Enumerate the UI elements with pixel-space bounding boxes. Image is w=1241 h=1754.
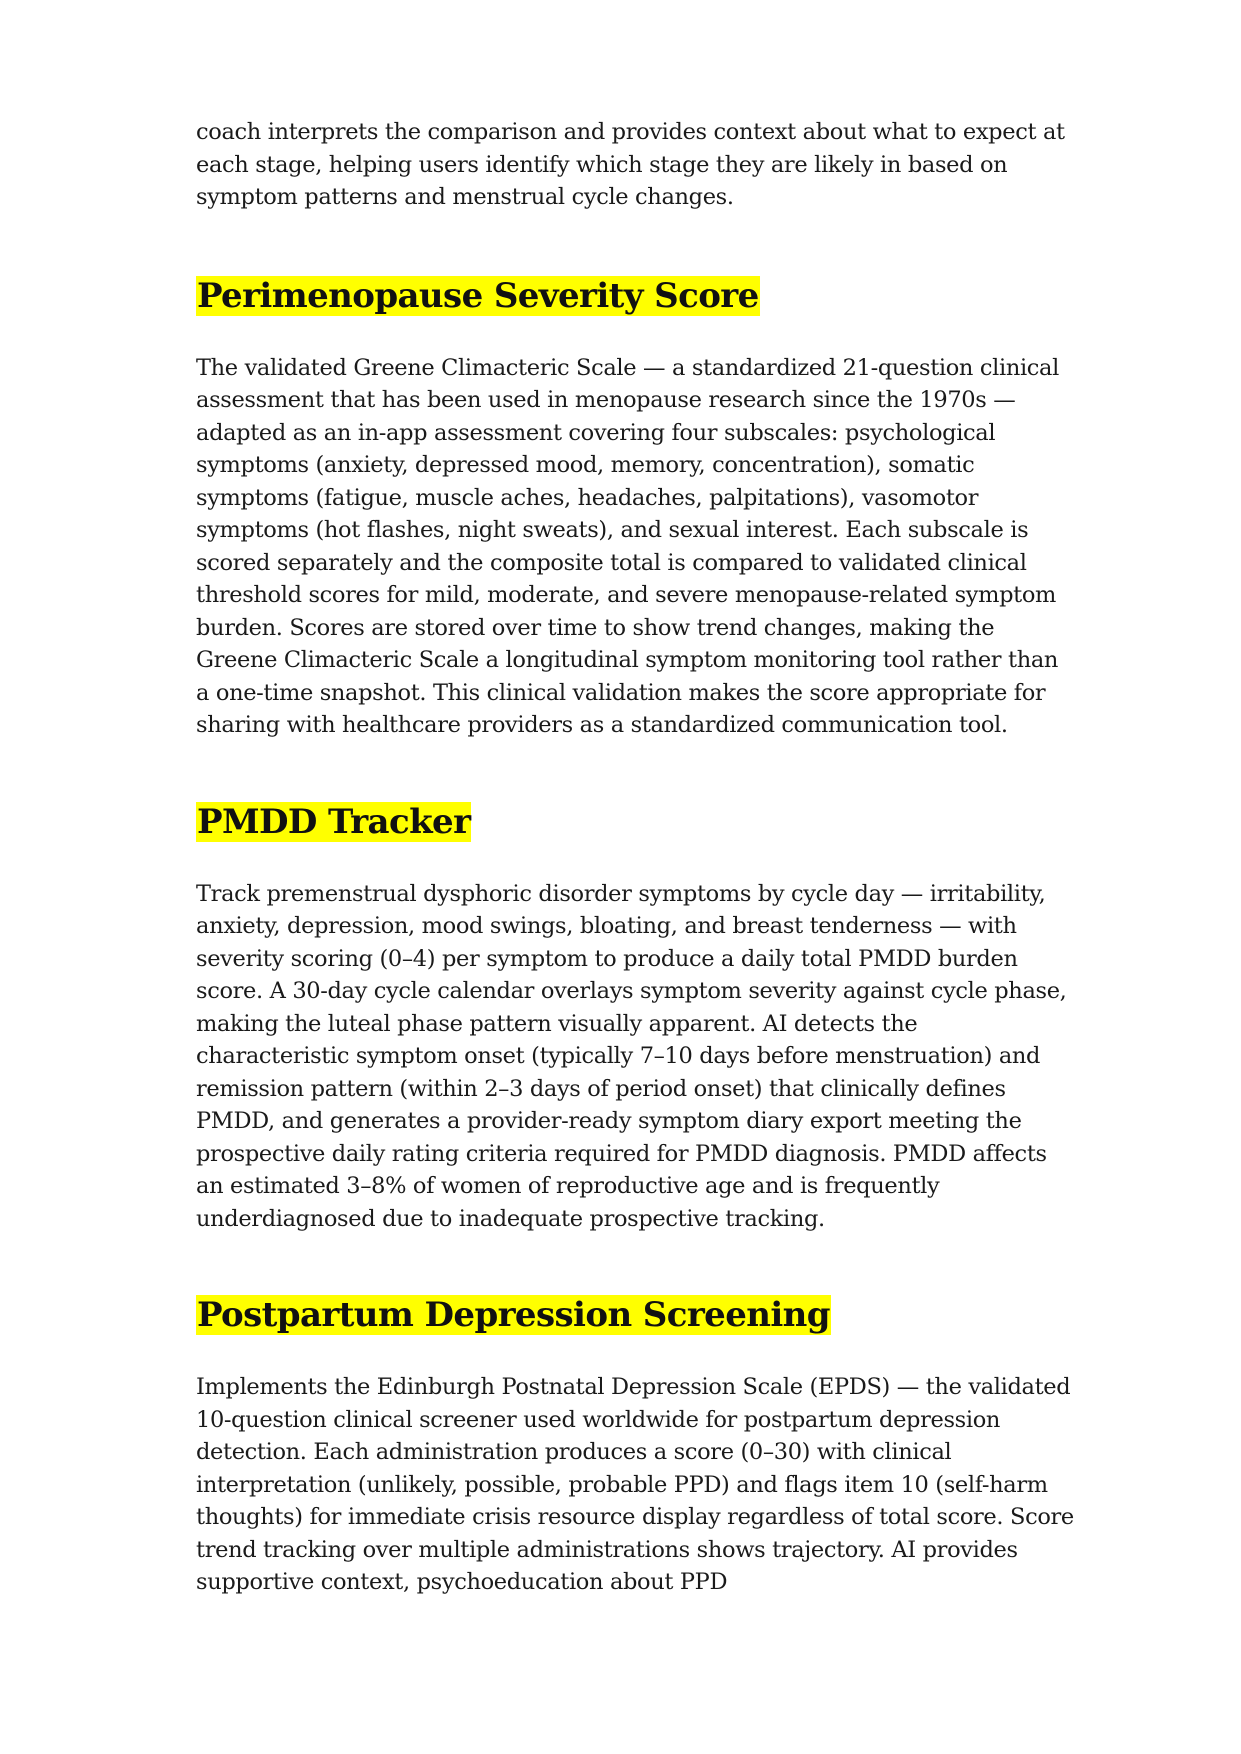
- section-body: Track premenstrual dysphoric disorder symptoms by cycle day — irritability, anxiety, depression, mood swings, bloating, and breast tenderness — with severity scoring (0–4) per symptom to produce a daily total PMDD burden score. A 30-day cycle calendar overlays symptom severity against cycle phase, making the luteal phase pattern visually apparent. AI detects the characteristic symptom onset (typically 7–10 days before menstruation) and remission pattern (within 2–3 days of period onset) that clinically defines PMDD, and generates a provider-ready symptom diary export meeting the prospective daily rating criteria required for PMDD diagnosis. PMDD affects an estimated 3–8% of women of reproductive age and is frequently underdiagnosed due to inadequate prospective tracking.: [196, 880, 1067, 1232]
- section-postpartum-depression-screening: [196, 1293, 1076, 1599]
- section-heading: [196, 274, 1076, 318]
- section-body: The validated Greene Climacteric Scale — a standardized 21-question clinical assessment that has been used in menopause research since the 1970s — adapted as an in-app assessment covering four subscales: psychological symptoms (anxiety, depressed mood, memory, concentration), somatic symptoms (fatigue, muscle aches, headaches, palpitations), vasomotor symptoms (hot flashes, night sweats), and sexual interest. Each subscale is scored separately and the composite total is compared to validated clinical threshold scores for mild, moderate, and severe menopause-related symptom burden. Scores are stored over time to show trend changes, making the Greene Climacteric Scale a longitudinal symptom monitoring tool rather than a one-time snapshot. This clinical validation makes the score appropriate for sharing with healthcare providers as a standardized communication tool.: [196, 354, 1059, 738]
- highlighted-heading-text: PMDD Tracker: [197, 801, 471, 842]
- section-heading: [196, 1293, 1076, 1337]
- intro-paragraph: coach interprets the comparison and provides context about what to expect at each stage, helping users identify which stage they are likely in based on symptom patterns and menstrual cycle changes.: [196, 119, 1065, 210]
- section-pmdd-tracker: [196, 800, 1076, 1236]
- highlighted-heading-text: Postpartum Depression Screening: [197, 1295, 830, 1335]
- section-heading: [196, 800, 1076, 844]
- section-body: Implements the Edinburgh Postnatal Depression Scale (EPDS) — the validated 10-question clinical screener used worldwide for postpartum depression detection. Each administration produces a score (0–30) with clinical interpretation (unlikely, possible, probable PPD) and flags item 10 (self-harm thoughts) for immediate crisis resource display regardless of total score. Score trend tracking over multiple administrations shows trajectory. AI provides supportive context, psychoeducation about PPD: [196, 1374, 1074, 1595]
- section-perimenopause-severity-score: [196, 274, 1076, 742]
- highlighted-heading-text: Perimenopause Severity Score: [197, 275, 759, 316]
- document-page: [196, 116, 1076, 1657]
